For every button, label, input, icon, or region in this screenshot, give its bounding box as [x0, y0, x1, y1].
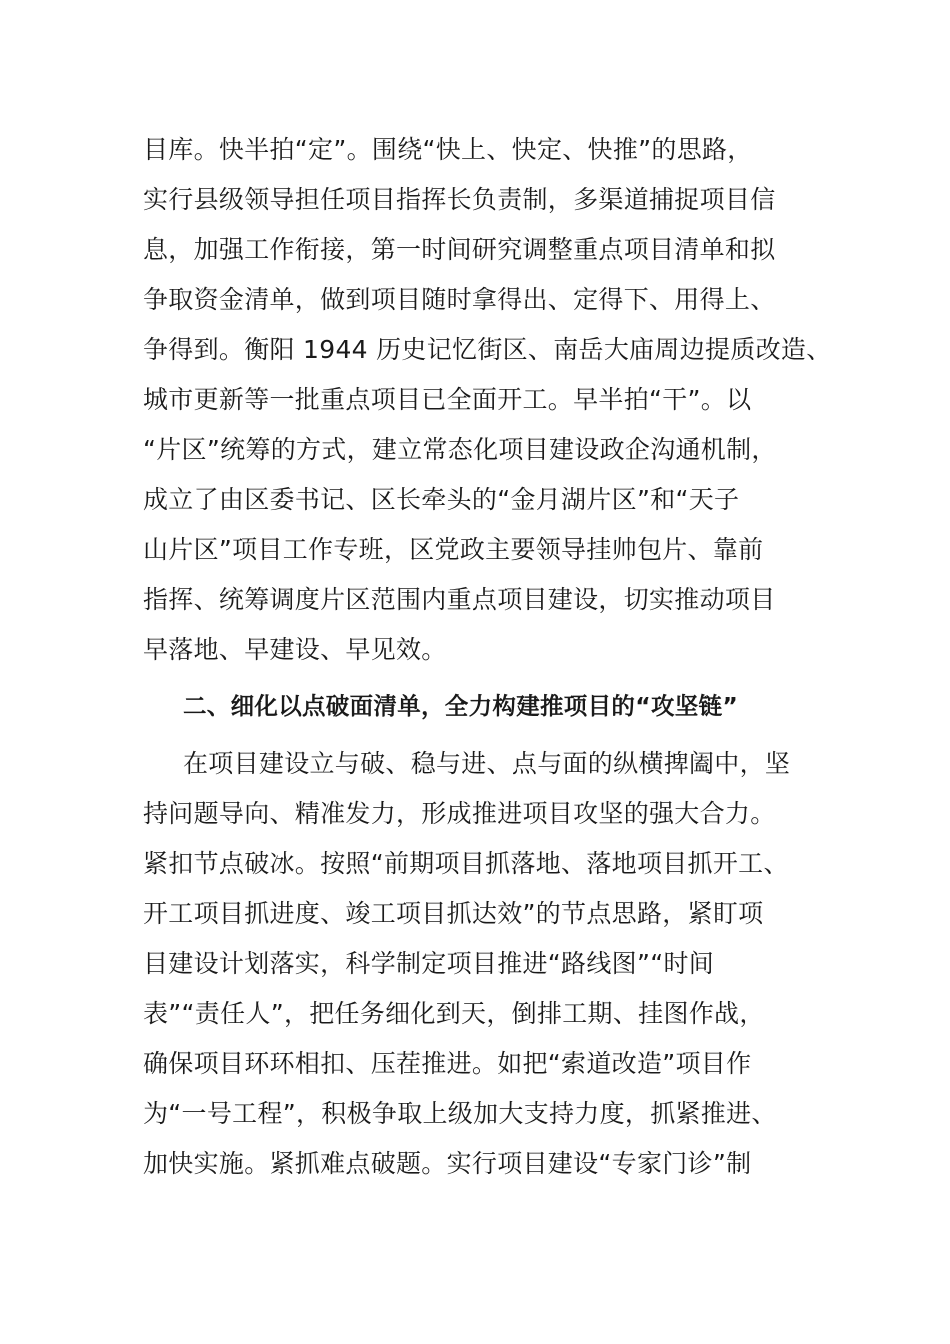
text-line: 息，加强工作衔接，第一时间研究调整重点项目清单和拟 [143, 235, 776, 264]
text-line: 加快实施。紧抓难点破题。实行项目建设“专家门诊”制 [143, 1149, 752, 1178]
text-line: 山片区”项目工作专班，区党政主要领导挂帅包片、靠前 [143, 535, 764, 564]
text-line: 争得到。衡阳 1944 历史记忆街区、南岳大庙周边提质改造、 [143, 335, 832, 364]
text-line: 成立了由区委书记、区长牵头的“金月湖片区”和“天子 [143, 485, 740, 514]
section-heading: 二、细化以点破面清单，全力构建推项目的“攻坚链” [183, 692, 739, 720]
text-line: 为“一号工程”，积极争取上级加大支持力度，抓紧推进、 [143, 1099, 777, 1128]
text-line: 城市更新等一批重点项目已全面开工。早半拍“干”。以 [143, 385, 752, 414]
text-line: 早落地、早建设、早见效。 [143, 635, 447, 664]
text-line: 紧扣节点破冰。按照“前期项目抓落地、落地项目抓开工、 [143, 849, 789, 878]
text-line: 争取资金清单，做到项目随时拿得出、定得下、用得上、 [143, 285, 776, 314]
text-line: 目库。快半拍“定”。围绕“快上、快定、快推”的思路， [143, 135, 753, 164]
text-line: 表”“责任人”，把任务细化到天，倒排工期、挂图作战， [143, 999, 765, 1028]
text-line: 确保项目环环相扣、压茬推进。如把“索道改造”项目作 [143, 1049, 752, 1078]
text-line: 在项目建设立与破、稳与进、点与面的纵横捭阖中，坚 [183, 749, 791, 778]
text-line: 持问题导向、精准发力，形成推进项目攻坚的强大合力。 [143, 799, 776, 828]
text-line: 开工项目抓进度、竣工项目抓达效”的节点思路，紧盯项 [143, 899, 764, 928]
text-line: “片区”统筹的方式，建立常态化项目建设政企沟通机制， [143, 435, 777, 464]
text-line: 目建设计划落实，科学制定项目推进“路线图”“时间 [143, 949, 715, 978]
text-line: 实行县级领导担任项目指挥长负责制，多渠道捕捉项目信 [143, 185, 776, 214]
text-line: 指挥、统筹调度片区范围内重点项目建设，切实推动项目 [143, 585, 776, 614]
